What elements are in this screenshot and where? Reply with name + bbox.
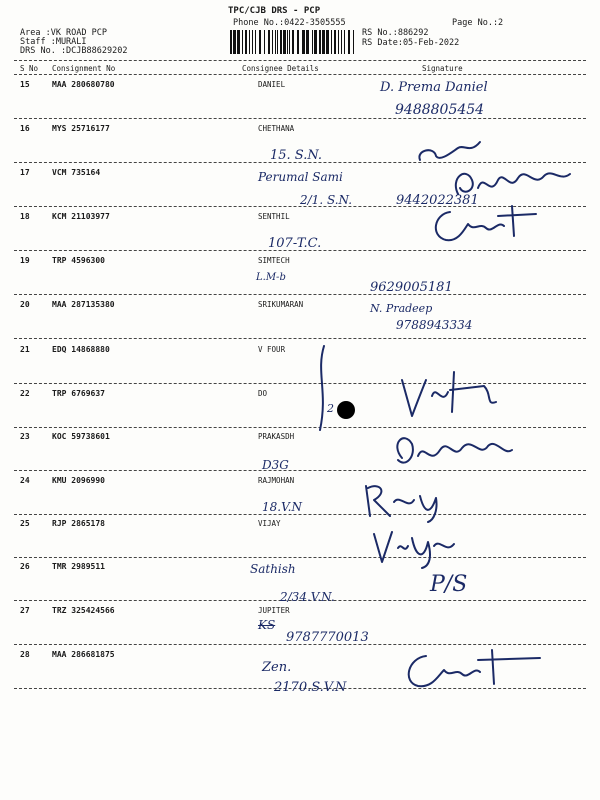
row-divider bbox=[14, 118, 586, 119]
handwritten-address: 2170.S.V.N bbox=[274, 680, 347, 695]
row-sno: 25 bbox=[20, 519, 30, 528]
barcode bbox=[230, 30, 354, 54]
row-sno: 20 bbox=[20, 300, 30, 309]
row-sno: 18 bbox=[20, 212, 30, 221]
row-consignment-no: KOC 59738601 bbox=[52, 432, 110, 441]
row-consignee-name: SIMTECH bbox=[258, 256, 290, 265]
row-sno: 15 bbox=[20, 80, 30, 89]
row-sno: 17 bbox=[20, 168, 30, 177]
row-divider bbox=[14, 294, 586, 295]
row-consignment-no: MAA 287135380 bbox=[52, 300, 115, 309]
rs-date: RS Date:05-Feb-2022 bbox=[362, 38, 460, 48]
handwritten-signature: P/S bbox=[430, 572, 468, 597]
col-header-consignment: Consignment No bbox=[52, 64, 116, 73]
row-sno: 21 bbox=[20, 345, 30, 354]
row-consignment-no: TRP 6769637 bbox=[52, 389, 105, 398]
row-sno: 19 bbox=[20, 256, 30, 265]
handwritten-phone: 9787770013 bbox=[286, 630, 369, 645]
handwritten-name: N. Pradeep bbox=[370, 302, 433, 315]
row-consignment-no: EDQ 14868880 bbox=[52, 345, 110, 354]
row-consignee-name: SENTHIL bbox=[258, 212, 290, 221]
row-consignee-name: JUPITER bbox=[258, 606, 290, 615]
handwritten-address: 15. S.N. bbox=[270, 148, 323, 163]
signature-mark bbox=[396, 366, 506, 422]
row-consignment-no: KMU 2096990 bbox=[52, 476, 105, 485]
row-consignment-no: MAA 286681875 bbox=[52, 650, 115, 659]
row-consignee-name: VIJAY bbox=[258, 519, 281, 528]
row-consignee-name: DANIEL bbox=[258, 80, 286, 89]
row-consignment-no: MYS 25716177 bbox=[52, 124, 110, 133]
handwritten-address: 18.V.N bbox=[262, 500, 302, 514]
row-sno: 23 bbox=[20, 432, 30, 441]
handwritten-mark: 2 bbox=[327, 402, 334, 415]
handwritten-phone: 9629005181 bbox=[370, 280, 453, 295]
handwritten-address: 2/34.V.N. bbox=[280, 590, 335, 604]
signature-mark bbox=[400, 646, 550, 694]
area-label: Area :VK ROAD PCP bbox=[20, 28, 107, 38]
signature-mark bbox=[428, 200, 548, 250]
divider bbox=[14, 60, 586, 61]
handwritten-phone: 9442022381 bbox=[396, 193, 479, 208]
handwritten-address: D3G bbox=[262, 458, 289, 472]
col-header-signature: Signature bbox=[422, 64, 463, 73]
handwritten-name: Sathish bbox=[250, 562, 296, 576]
row-sno: 24 bbox=[20, 476, 30, 485]
row-consignment-no: VCM 735164 bbox=[52, 168, 101, 177]
row-consignment-no: TRP 4596300 bbox=[52, 256, 105, 265]
report-title: TPC/CJB DRS - PCP bbox=[228, 6, 321, 16]
signature-mark bbox=[360, 476, 450, 526]
brace-mark bbox=[312, 342, 372, 432]
handwritten-name: D. Prema Daniel bbox=[380, 80, 488, 95]
page-number: Page No.:2 bbox=[452, 18, 504, 28]
row-sno: 27 bbox=[20, 606, 30, 615]
row-consignment-no: RJP 2865178 bbox=[52, 519, 105, 528]
handwritten-note: L.M-b bbox=[256, 272, 286, 283]
row-consignee-name: RAJMOHAN bbox=[258, 476, 295, 485]
row-divider bbox=[14, 514, 586, 515]
row-consignment-no: KCM 21103977 bbox=[52, 212, 110, 221]
row-divider bbox=[14, 557, 586, 558]
row-consignment-no: TRZ 325424566 bbox=[52, 606, 115, 615]
row-sno: 26 bbox=[20, 562, 30, 571]
row-consignment-no: TMR 2989511 bbox=[52, 562, 105, 571]
row-divider bbox=[14, 338, 586, 339]
row-consignee-name: PRAKASDH bbox=[258, 432, 295, 441]
handwritten-phone: 9788943334 bbox=[396, 318, 473, 332]
handwritten-name: Perumal Sami bbox=[258, 170, 343, 184]
row-sno: 16 bbox=[20, 124, 30, 133]
row-sno: 22 bbox=[20, 389, 30, 398]
row-consignee-name: CHETHANA bbox=[258, 124, 295, 133]
signature-mark bbox=[370, 520, 460, 570]
row-sno: 28 bbox=[20, 650, 30, 659]
phone-number: Phone No.:0422-3505555 bbox=[233, 18, 346, 28]
handwritten-phone: 9488805454 bbox=[395, 102, 485, 118]
handwritten-address: 107-T.C. bbox=[268, 236, 322, 251]
row-consignee-name: SRIKUMARAN bbox=[258, 300, 304, 309]
divider bbox=[14, 74, 586, 75]
signature-mark bbox=[388, 428, 518, 476]
row-consignee-name: V FOUR bbox=[258, 345, 286, 354]
col-header-consignee: Consignee Details bbox=[242, 64, 319, 73]
handwritten-name: Zen. bbox=[262, 660, 292, 675]
col-header-sno: S No bbox=[20, 64, 39, 73]
row-consignment-no: MAA 280680780 bbox=[52, 80, 115, 89]
handwritten-address: 2/1. S.N. bbox=[300, 193, 353, 207]
handwritten-strike: KS bbox=[258, 618, 276, 632]
rs-number: RS No.:886292 bbox=[362, 28, 429, 38]
drs-number: DRS No. :DCJB88629202 bbox=[20, 46, 128, 56]
row-consignee-name: DO bbox=[258, 389, 268, 398]
staff-label: Staff :MURALI bbox=[20, 37, 87, 47]
